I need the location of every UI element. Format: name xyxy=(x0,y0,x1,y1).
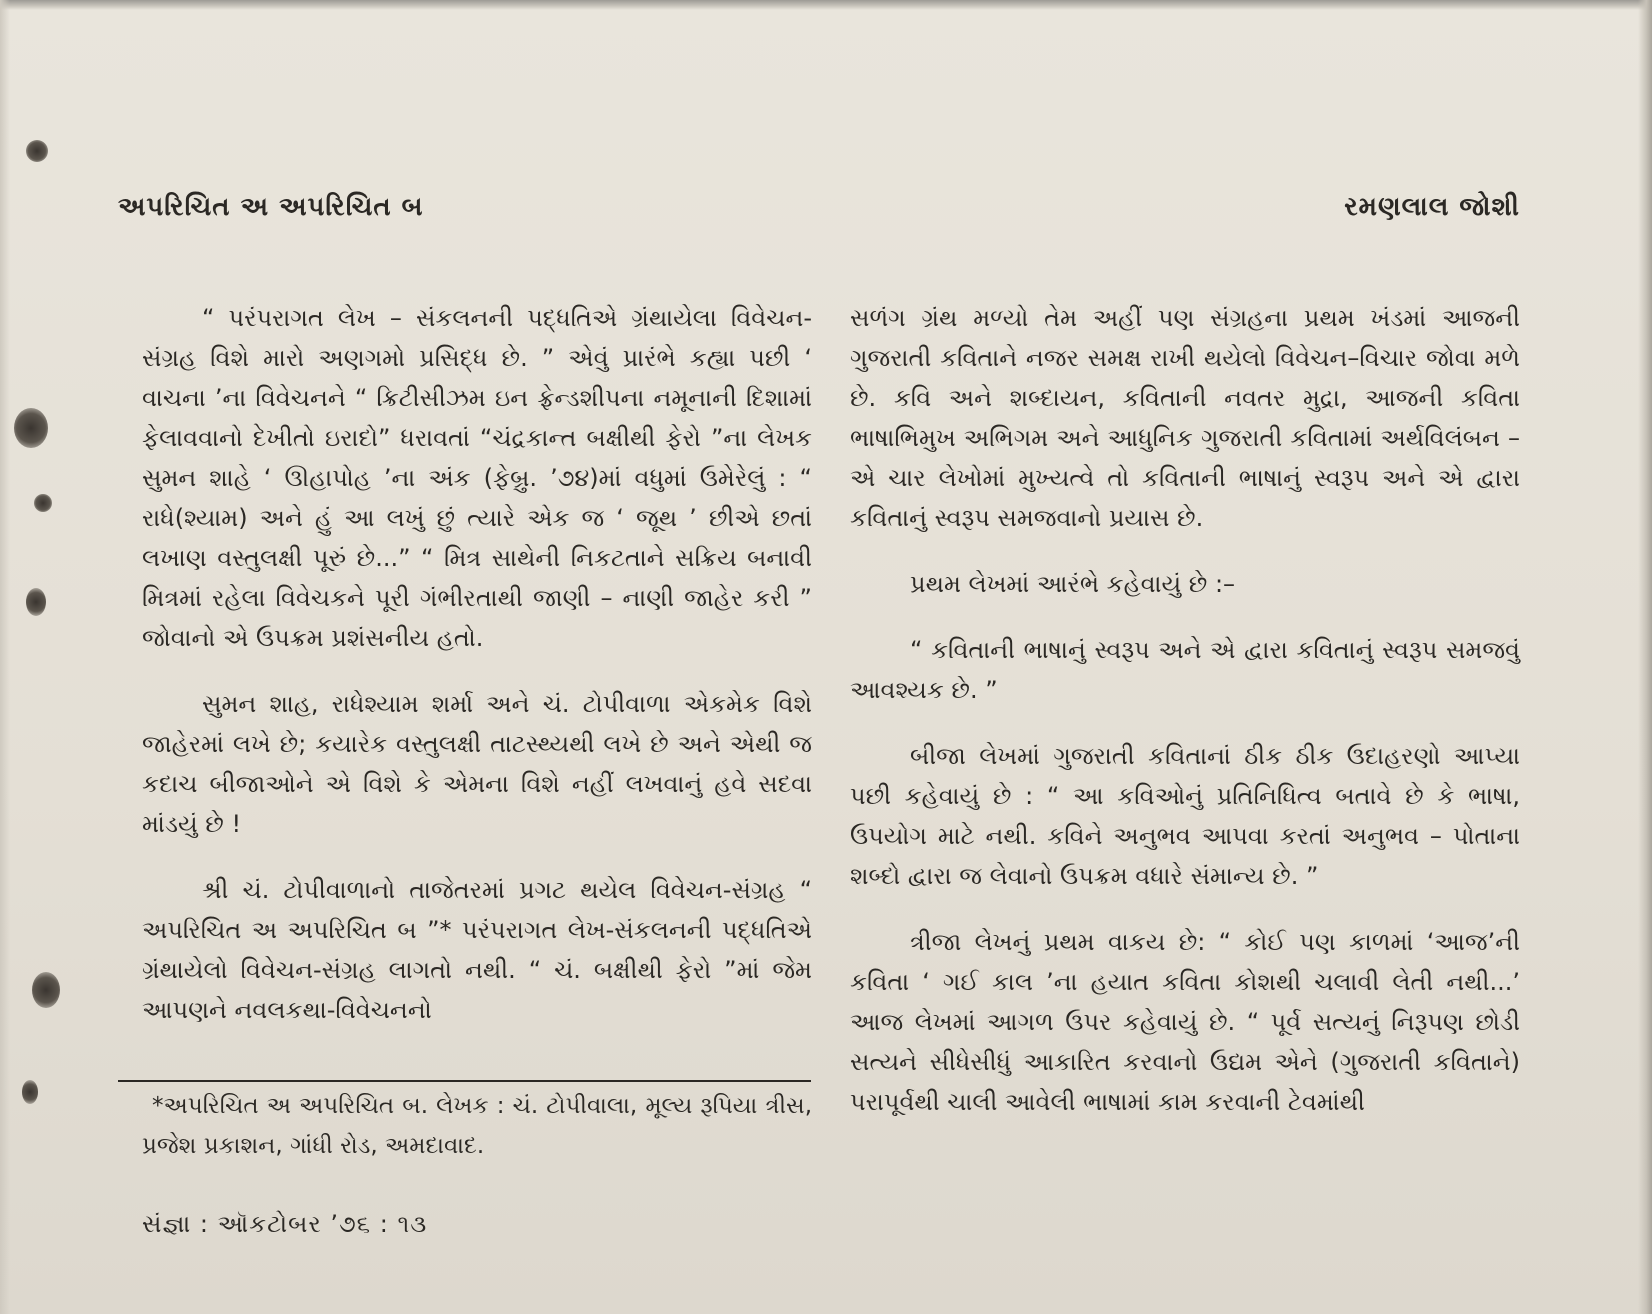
page-top-edge xyxy=(0,0,1652,10)
right-column xyxy=(850,298,1520,1122)
punch-hole-mark xyxy=(14,408,48,448)
running-head-author: રમણલાલ જોશી xyxy=(1344,192,1520,222)
footnote-divider xyxy=(118,1080,811,1082)
punch-hole-mark xyxy=(32,972,60,1008)
punch-hole-mark xyxy=(26,140,48,162)
punch-hole-mark xyxy=(26,588,46,616)
footnote: *અપરિચિત અ અપરિચિત બ. લેખક : ચં. ટોપીવાલા, મૂલ્ય રૂપિયા ત્રીસ, પ્રજેશ પ્રકાશન, ગાંધી રોડ, અમદાવાદ. xyxy=(142,1093,812,1159)
page-left-edge xyxy=(0,0,10,1314)
paragraph: સળંગ ગ્રંથ મળ્યો તેમ અહીં પણ સંગ્રહના પ્રથમ ખંડમાં આજની ગુજરાતી કવિતાને નજર સમક્ષ રાખી થયેલો વિવેચન–વિચાર જોવા મળે છે. કવિ અને શબ્દાયન, કવિતાની નવતર મુદ્રા, આજની કવિતા ભાષાભિમુખ અભિગમ અને આધુનિક ગુજરાતી કવિતામાં અર્થવિલંબન – એ ચાર લેખોમાં મુખ્યત્વે તો કવિતાની ભાષાનું સ્વરૂપ અને એ દ્વારા કવિતાનું સ્વરૂપ સમજવાનો પ્રયાસ છે. xyxy=(850,304,1520,532)
paragraph: બીજા લેખમાં ગુજરાતી કવિતાનાં ઠીક ઠીક ઉદાહરણો આપ્યા પછી કહેવાયું છે : “ આ કવિઓનું પ્રતિનિધિત્વ બતાવે છે કે ભાષા, ઉપયોગ માટે નથી. કવિને અનુભવ આપવા કરતાં અનુભવ – પોતાના શબ્દો દ્વારા જ લેવાનો ઉપક્રમ વધારે સંમાન્ય છે. ” xyxy=(850,742,1520,890)
punch-hole-mark xyxy=(22,1080,38,1104)
page-right-edge xyxy=(1638,0,1652,1314)
paragraph: શ્રી ચં. ટોપીવાળાનો તાજેતરમાં પ્રગટ થયેલ વિવેચન-સંગ્રહ “ અપરિચિત અ અપરિચિત બ ”* પરંપરાગત લેખ-સંકલનની પદ્ધતિએ ગ્રંથાયેલો વિવેચન-સંગ્રહ લાગતો નથી. “ ચં. બક્ષીથી ફેરો ”માં જેમ આપણને નવલકથા-વિવેચનનો xyxy=(142,876,812,1024)
left-column xyxy=(142,298,812,1030)
paragraph: પ્રથમ લેખમાં આરંભે કહેવાયું છે :– xyxy=(910,570,1236,598)
running-head-title: અપરિચિત અ અપરિચિત બ xyxy=(118,192,424,222)
page-folio: સંજ્ઞા : ઑકટોબર ’૭૬ : ૧૩ xyxy=(142,1210,428,1238)
paragraph: સુમન શાહ, રાધેશ્યામ શર્મા અને ચં. ટોપીવાળા એકમેક વિશે જાહેરમાં લખે છે; કયારેક વસ્તુલક્ષી તાટસ્થ્યથી લખે છે અને એથી જ કદાચ બીજાઓને એ વિશે કે એમના વિશે નહીં લખવાનું હવે સદવા માંડયું છે ! xyxy=(142,690,812,838)
quotation: “ કવિતાની ભાષાનું સ્વરૂપ અને એ દ્વારા કવિતાનું સ્વરૂપ સમજવું આવશ્યક છે. ” xyxy=(850,636,1520,704)
punch-hole-mark xyxy=(34,494,52,512)
paragraph: “ પરંપરાગત લેખ – સંકલનની પદ્ધતિએ ગ્રંથાયેલા વિવેચન-સંગ્રહ વિશે મારો અણગમો પ્રસિદ્ધ છે. ” એવું પ્રારંભે કહ્યા પછી ‘ વાચના ’ના વિવેચનને “ ક્રિટીસીઝમ ઇન ફ્રેન્ડશીપના નમૂનાની દિશામાં ફેલાવવાનો દેખીતો ઇરાદો” ધરાવતાં “ચંદ્રકાન્ત બક્ષીથી ફેરો ”ના લેખક સુમન શાહે ‘ ઊહાપોહ ’ના અંક (ફેબ્રુ. ’૭૪)માં વધુમાં ઉમેરેલું : “ રાધે(શ્યામ) અને હું આ લખું છું ત્યારે એક જ ‘ જૂથ ’ છીએ છતાં લખાણ વસ્તુલક્ષી પૂરું છે...” “ મિત્ર સાથેની નિકટતાને સક્રિય બનાવી મિત્રમાં રહેલા વિવેચકને પૂરી ગંભીરતાથી જાણી – નાણી જાહેર કરી ” જોવાનો એ ઉપક્રમ પ્રશંસનીય હતો. xyxy=(142,304,812,652)
paragraph: ત્રીજા લેખનું પ્રથમ વાકય છે: “ કોઈ પણ કાળમાં ‘આજ’ની કવિતા ‘ ગઈ કાલ ’ના હયાત કવિતા કોશથી ચલાવી લેતી નથી...’ આજ લેખમાં આગળ ઉપર કહેવાયું છે. “ પૂર્વ સત્યનું નિરૂપણ છોડી સત્યને સીધેસીધું આકારિત કરવાનો ઉદ્યમ એને (ગુજરાતી કવિતાને) પરાપૂર્વથી ચાલી આવેલી ભાષામાં કામ કરવાની ટેવમાંથી xyxy=(850,928,1520,1116)
